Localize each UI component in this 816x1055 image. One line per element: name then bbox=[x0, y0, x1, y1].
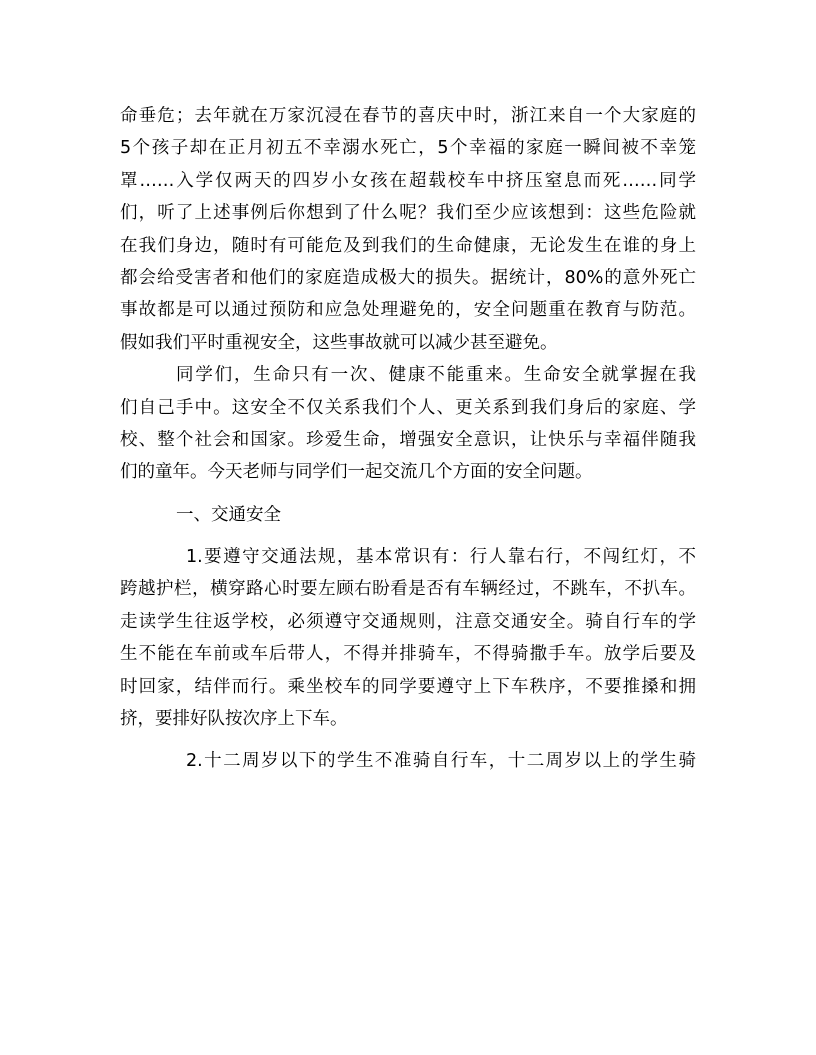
section-heading-traffic-safety bbox=[120, 499, 696, 531]
text-line: 同学们，生命只有一次、健康不能重来。生命安全就掌握在我 bbox=[176, 365, 696, 386]
text-line: 们，听了上述事例后你想到了什么呢？我们至少应该想到：这些危险就 bbox=[120, 203, 696, 224]
text-line: 时回家，结伴而行。乘坐校车的同学要遵守上下车秩序，不要推搡和拥 bbox=[120, 676, 696, 697]
paragraph-cherish-life bbox=[120, 359, 696, 489]
text-line: 罩……入学仅两天的四岁小女孩在超载校车中挤压窒息而死……同学 bbox=[120, 170, 696, 191]
text-line: 5个孩子却在正月初五不幸溺水死亡，5个幸福的家庭一瞬间被不幸笼 bbox=[120, 138, 696, 159]
spacer bbox=[120, 489, 696, 499]
document-body bbox=[120, 100, 696, 778]
text-line: 1.要遵守交通法规，基本常识有：行人靠右行，不闯红灯，不 bbox=[186, 547, 696, 568]
text-line: 假如我们平时重视安全，这些事故就可以减少甚至避免。 bbox=[120, 332, 558, 353]
text-line: 2.十二周岁以下的学生不准骑自行车，十二周岁以上的学生骑 bbox=[186, 751, 696, 772]
text-line: 走读学生往返学校，必须遵守交通规则，注意交通安全。骑自行车的学 bbox=[120, 611, 696, 632]
text-line: 在我们身边，随时有可能危及到我们的生命健康，无论发生在谁的身上 bbox=[120, 235, 696, 256]
paragraph-traffic-rules bbox=[120, 541, 696, 735]
text-line: 校、整个社会和国家。珍爱生命，增强安全意识，让快乐与幸福伴随我 bbox=[120, 429, 696, 450]
text-line: 命垂危；去年就在万家沉浸在春节的喜庆中时，浙江来自一个大家庭的 bbox=[120, 106, 696, 126]
text-line: 们的童年。今天老师与同学们一起交流几个方面的安全问题。 bbox=[120, 462, 593, 483]
text-line: 们自己手中。这安全不仅关系我们个人、更关系到我们身后的家庭、学 bbox=[120, 397, 696, 418]
text-line: 都会给受害者和他们的家庭造成极大的损失。据统计，80%的意外死亡 bbox=[120, 267, 696, 288]
text-line: 挤，要排好队按次序上下车。 bbox=[120, 709, 348, 730]
section-heading: 一、交通安全 bbox=[176, 504, 281, 525]
paragraph-bicycle-age bbox=[120, 745, 696, 777]
spacer bbox=[120, 531, 696, 541]
text-line: 事故都是可以通过预防和应急处理避免的，安全问题重在教育与防范。 bbox=[120, 300, 696, 321]
spacer bbox=[120, 735, 696, 745]
text-line: 跨越护栏，横穿路心时要左顾右盼看是否有车辆经过，不跳车，不扒车。 bbox=[120, 579, 696, 600]
paragraph-accident-examples bbox=[120, 100, 696, 359]
text-line: 生不能在车前或车后带人，不得并排骑车，不得骑撒手车。放学后要及 bbox=[120, 644, 696, 665]
